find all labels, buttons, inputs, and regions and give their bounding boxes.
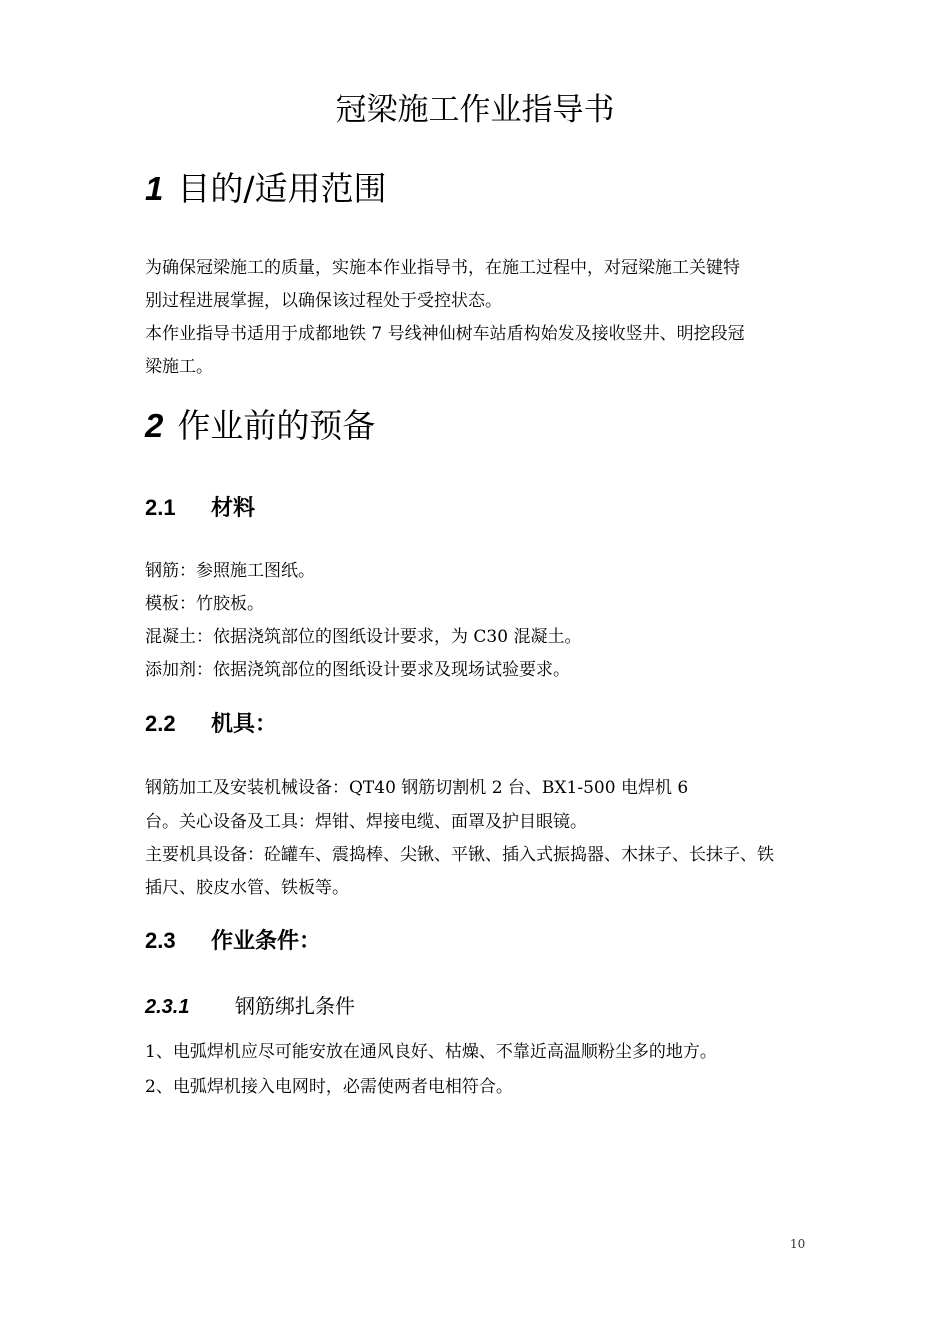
- section-2-3-title: 作业条件：: [211, 929, 322, 954]
- section-2-1-number: 2.1: [145, 495, 176, 520]
- section-1-heading: [145, 166, 386, 212]
- section-2-3-1-title: 钢筋绑扎条件: [235, 994, 355, 1018]
- conditions-line-1: 1、电弧焊机应尽可能安放在通风良好、枯燥、不靠近高温顺粉尘多的地方。: [145, 1042, 717, 1062]
- equipment-line-2: 台。关心设备及工具：焊钳、焊接电缆、面罩及护目眼镜。: [145, 812, 587, 832]
- section-1-line-3: 本作业指导书适用于成都地铁 7 号线神仙树车站盾构始发及接收竖井、明挖段冠: [145, 324, 745, 344]
- section-2-1-title: 材料: [211, 496, 256, 521]
- section-1-line-1: 为确保冠梁施工的质量，实施本作业指导书，在施工过程中，对冠梁施工关键特: [145, 258, 740, 278]
- materials-line-3: 混凝土：依据浇筑部位的图纸设计要求，为 C30 混凝土。: [145, 627, 582, 647]
- section-2-3-number: 2.3: [145, 928, 176, 953]
- conditions-line-2: 2、电弧焊机接入电网时，必需使两者电相符合。: [145, 1077, 513, 1097]
- equipment-line-1: 钢筋加工及安装机械设备：QT40 钢筋切割机 2 台、BX1-500 电焊机 6: [145, 778, 689, 798]
- section-2-2-heading: [145, 708, 277, 741]
- section-2-2-title: 机具：: [211, 712, 278, 737]
- section-2-3-heading: [145, 925, 321, 958]
- section-2-1-heading: [145, 492, 255, 525]
- section-2-3-1-number: 2.3.1: [145, 996, 190, 1018]
- section-2-number: 2: [145, 407, 164, 444]
- materials-line-2: 模板：竹胶板。: [145, 594, 264, 614]
- equipment-line-3: 主要机具设备：砼罐车、震捣棒、尖锹、平锹、插入式振捣器、木抹子、长抹子、铁: [145, 845, 774, 865]
- section-2-heading: [145, 403, 375, 449]
- section-1-line-2: 别过程进展掌握，以确保该过程处于受控状态。: [145, 291, 502, 311]
- section-2-title: 作业前的预备: [177, 406, 376, 445]
- section-1-title: 目的/适用范围: [177, 169, 387, 208]
- page-number: 10: [790, 1237, 806, 1251]
- document-title: 冠梁施工作业指导书: [335, 92, 615, 128]
- section-2-3-1-heading: [145, 991, 355, 1022]
- materials-line-1: 钢筋：参照施工图纸。: [145, 561, 315, 581]
- section-1-number: 1: [145, 170, 164, 207]
- materials-line-4: 添加剂：依据浇筑部位的图纸设计要求及现场试验要求。: [145, 660, 570, 680]
- section-1-line-4: 梁施工。: [145, 357, 213, 377]
- section-2-2-number: 2.2: [145, 711, 176, 736]
- equipment-line-4: 插尺、胶皮水管、铁板等。: [145, 878, 349, 898]
